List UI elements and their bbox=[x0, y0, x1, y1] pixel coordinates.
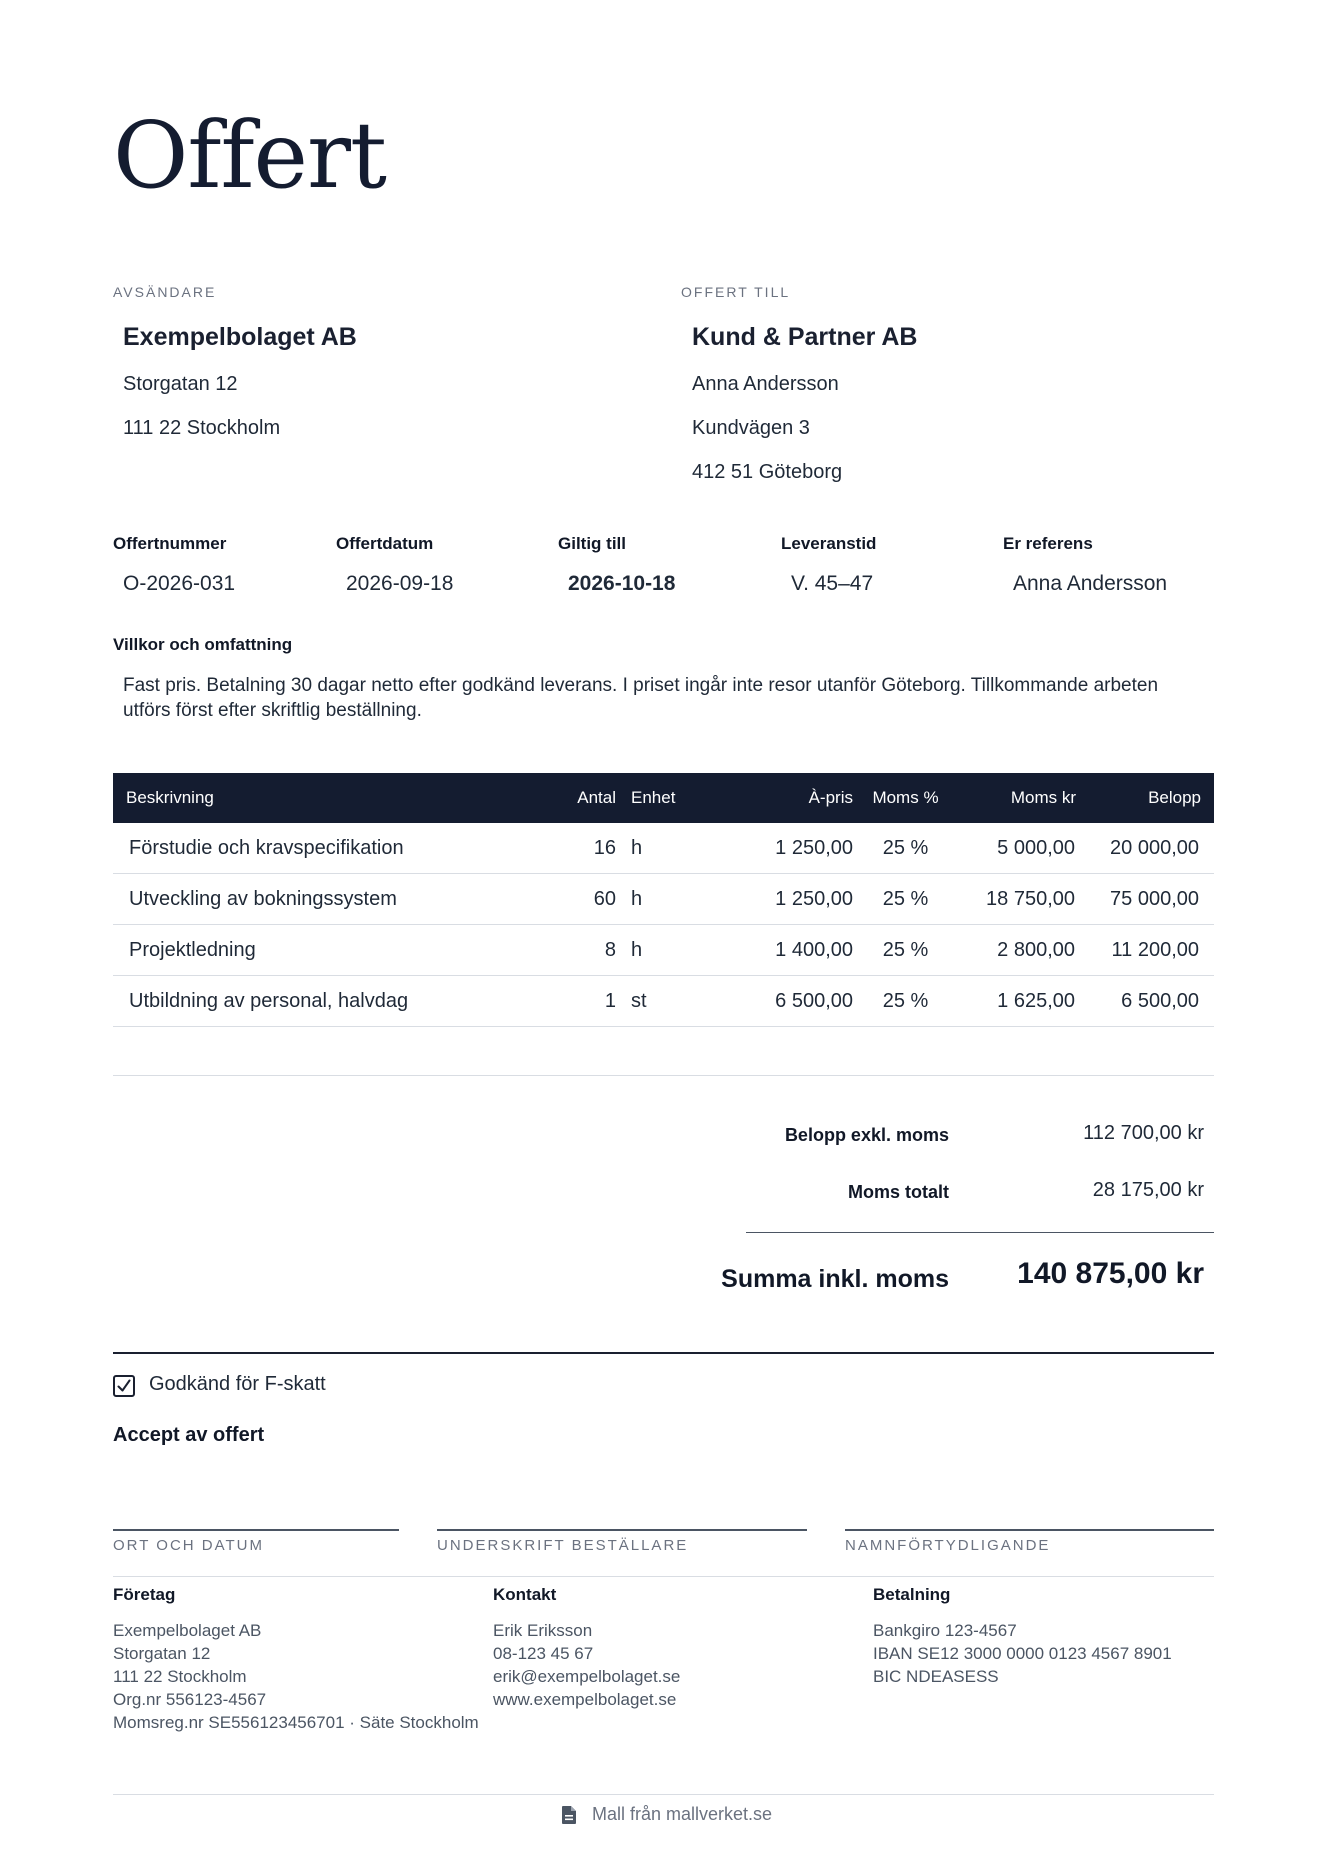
footer-payment-details bbox=[873, 1619, 1172, 1688]
recipient-contact: Anna Andersson bbox=[692, 373, 839, 395]
column-header-quantity: Antal bbox=[531, 773, 616, 823]
footer-divider bbox=[113, 1576, 1214, 1577]
row-vat-percent: 25 % bbox=[853, 874, 958, 925]
row-quantity: 16 bbox=[531, 823, 616, 874]
row-unit-price: 1 250,00 bbox=[736, 874, 853, 925]
footer-company-line: Exempelbolaget AB bbox=[113, 1621, 262, 1640]
footer-company-details bbox=[113, 1619, 479, 1734]
column-header-vat-percent: Moms % bbox=[853, 773, 958, 823]
place-date-label: ORT OCH DATUM bbox=[113, 1537, 265, 1554]
footer-contact-heading: Kontakt bbox=[493, 1585, 557, 1604]
grand-total-label: Summa inkl. moms bbox=[721, 1265, 949, 1293]
row-vat-amount: 5 000,00 bbox=[958, 823, 1091, 874]
row-description: Utbildning av personal, halvdag bbox=[113, 976, 531, 1027]
footer-contact-details bbox=[493, 1619, 680, 1711]
table-header-row bbox=[113, 773, 1214, 823]
footer-payment-line: IBAN SE12 3000 0000 0123 4567 8901 bbox=[873, 1644, 1172, 1663]
row-vat-amount: 2 800,00 bbox=[958, 925, 1091, 976]
row-unit: h bbox=[616, 823, 736, 874]
footer-contact-line: 08-123 45 67 bbox=[493, 1644, 594, 1663]
row-quantity: 1 bbox=[531, 976, 616, 1027]
row-unit: st bbox=[616, 976, 736, 1027]
offer-date-label: Offertdatum bbox=[336, 534, 434, 553]
row-quantity: 60 bbox=[531, 874, 616, 925]
footer-company-line: Momsreg.nr SE556123456701 · Säte Stockholm bbox=[113, 1713, 479, 1732]
line-items-table bbox=[113, 773, 1214, 1027]
footer-company-heading: Företag bbox=[113, 1585, 176, 1604]
footer-contact-email[interactable]: erik@exempelbolaget.se bbox=[493, 1667, 681, 1686]
row-unit: h bbox=[616, 925, 736, 976]
place-date-line[interactable] bbox=[113, 1529, 399, 1531]
totals-divider bbox=[746, 1232, 1214, 1233]
offer-number-value: O-2026-031 bbox=[123, 572, 236, 595]
sender-label: AVSÄNDARE bbox=[113, 284, 217, 300]
row-description: Projektledning bbox=[113, 925, 531, 976]
footer-company-line: Storgatan 12 bbox=[113, 1644, 211, 1663]
recipient-address-line: Kundvägen 3 bbox=[692, 417, 810, 439]
delivery-time-label: Leveranstid bbox=[781, 534, 877, 553]
sender-address-line: 111 22 Stockholm bbox=[123, 417, 281, 439]
column-header-unit: Enhet bbox=[616, 773, 736, 823]
terms-text: Fast pris. Betalning 30 dagar netto efter godkänd leverans. I priset ingår inte resor utanför Göteborg. Tillkommande arbeten utförs först efter skriftlig beställning. bbox=[123, 675, 1159, 721]
net-total-value: 112 700,00 kr bbox=[1083, 1122, 1204, 1144]
grand-total-value: 140 875,00 kr bbox=[1017, 1257, 1204, 1290]
signature-label: UNDERSKRIFT BESTÄLLARE bbox=[437, 1537, 689, 1554]
divider bbox=[113, 1075, 1214, 1076]
table-row bbox=[113, 925, 1214, 976]
net-total-label: Belopp exkl. moms bbox=[784, 1125, 949, 1145]
footer-payment-line: BIC NDEASESS bbox=[873, 1667, 999, 1686]
offer-number-label: Offertnummer bbox=[113, 534, 227, 553]
reference-value: Anna Andersson bbox=[1013, 572, 1168, 595]
footer-payment-heading: Betalning bbox=[873, 1585, 951, 1604]
footer-payment-line: Bankgiro 123-4567 bbox=[873, 1621, 1017, 1640]
table-row bbox=[113, 823, 1214, 874]
checkmark-icon bbox=[115, 1377, 133, 1395]
row-vat-amount: 1 625,00 bbox=[958, 976, 1091, 1027]
row-unit-price: 1 250,00 bbox=[736, 823, 853, 874]
name-clarification-label: NAMNFÖRTYDLIGANDE bbox=[845, 1537, 1051, 1554]
row-quantity: 8 bbox=[531, 925, 616, 976]
row-vat-percent: 25 % bbox=[853, 925, 958, 976]
recipient-label: OFFERT TILL bbox=[681, 284, 791, 300]
row-vat-amount: 18 750,00 bbox=[958, 874, 1091, 925]
row-vat-percent: 25 % bbox=[853, 823, 958, 874]
delivery-time-value: V. 45–47 bbox=[791, 572, 874, 595]
row-amount: 75 000,00 bbox=[1091, 874, 1214, 925]
row-amount: 6 500,00 bbox=[1091, 976, 1214, 1027]
table-row bbox=[113, 874, 1214, 925]
sender-address-line: Storgatan 12 bbox=[123, 373, 238, 395]
vat-total-label: Moms totalt bbox=[848, 1182, 949, 1202]
reference-label: Er referens bbox=[1003, 534, 1093, 553]
column-header-unit-price: À-pris bbox=[736, 773, 853, 823]
credit-divider bbox=[113, 1794, 1214, 1795]
row-description: Förstudie och kravspecifikation bbox=[113, 823, 531, 874]
table-row bbox=[113, 976, 1214, 1027]
column-header-description: Beskrivning bbox=[113, 773, 531, 823]
row-unit-price: 6 500,00 bbox=[736, 976, 853, 1027]
terms-label: Villkor och omfattning bbox=[113, 635, 293, 654]
document-title: Offert bbox=[113, 102, 386, 209]
vat-total-value: 28 175,00 kr bbox=[1092, 1179, 1204, 1201]
valid-until-label: Giltig till bbox=[558, 534, 626, 553]
footer-company-line: 111 22 Stockholm bbox=[113, 1667, 247, 1686]
template-credit[interactable] bbox=[562, 1804, 772, 1825]
offer-date-value: 2026-09-18 bbox=[346, 572, 454, 595]
column-header-amount: Belopp bbox=[1091, 773, 1214, 823]
recipient-address-line: 412 51 Göteborg bbox=[692, 461, 843, 483]
sender-name: Exempelbolaget AB bbox=[123, 323, 357, 351]
recipient-name: Kund & Partner AB bbox=[692, 323, 918, 351]
document-icon bbox=[562, 1806, 576, 1824]
footer-company-line: Org.nr 556123-4567 bbox=[113, 1690, 267, 1709]
column-header-vat-amount: Moms kr bbox=[958, 773, 1091, 823]
row-description: Utveckling av bokningssystem bbox=[113, 874, 531, 925]
footer-contact-website[interactable]: www.exempelbolaget.se bbox=[493, 1690, 677, 1709]
valid-until-value: 2026-10-18 bbox=[568, 572, 676, 595]
name-clarification-line[interactable] bbox=[845, 1529, 1214, 1531]
row-vat-percent: 25 % bbox=[853, 976, 958, 1027]
row-amount: 11 200,00 bbox=[1091, 925, 1214, 976]
footer-contact-line: Erik Eriksson bbox=[493, 1621, 593, 1640]
section-divider bbox=[113, 1352, 1214, 1354]
row-unit-price: 1 400,00 bbox=[736, 925, 853, 976]
row-amount: 20 000,00 bbox=[1091, 823, 1214, 874]
credit-text: Mall från mallverket.se bbox=[592, 1804, 773, 1824]
f-skatt-label: Godkänd för F-skatt bbox=[149, 1373, 326, 1395]
row-unit: h bbox=[616, 874, 736, 925]
f-skatt-checkbox[interactable] bbox=[113, 1375, 135, 1397]
signature-line[interactable] bbox=[437, 1529, 807, 1531]
accept-heading: Accept av offert bbox=[113, 1424, 265, 1446]
